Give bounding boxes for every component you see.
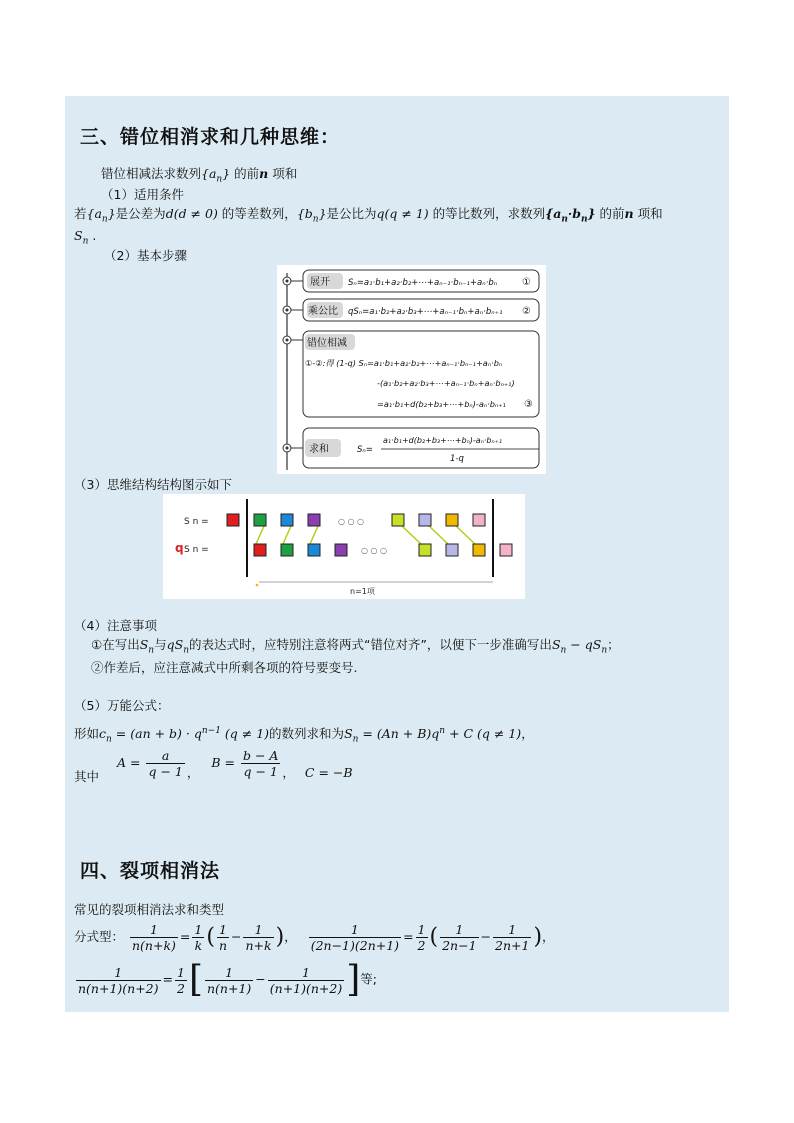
step1-number: ①	[522, 277, 531, 288]
formula-heading: （5）万能公式：	[74, 698, 170, 713]
step1-formula: Sₙ=a₁·b₁+a₂·b₂+⋯+aₙ₋₁·bₙ₋₁+aₙ·bₙ	[348, 278, 498, 288]
section-4-intro: 常见的裂项相消法求和类型	[74, 902, 225, 917]
condition-line: 若$\{a_n\}$是公差为d(d ≠ 0) 的等差数列，$\{b_n\}$是公比为q(q ≠ 1) 的等比数列，求数列$\{a_n\cdot b_n\}$ 的前n 项和	[74, 206, 663, 225]
term-square-row2	[254, 544, 266, 556]
term-square-row1	[281, 514, 293, 526]
bottom-label: n=1项	[350, 587, 375, 596]
term-square-row1	[308, 514, 320, 526]
step3-line1: ①-②:得 (1-q) Sₙ=a₁·b₁+a₂·b₂+⋯+aₙ₋₁·bₙ₋₁+aₙ·bₙ	[305, 358, 503, 368]
note-2: ②作差后，应注意减式中所剩各项的符号要变号.	[91, 660, 358, 675]
step4-numerator: a₁·b₁+d(b₂+b₃+⋯+bₙ)-aₙ·bₙ₊₁	[383, 436, 503, 445]
row2-label: S n =	[184, 545, 209, 555]
row1-label: S n =	[184, 517, 209, 527]
row2-ellipsis: ○ ○ ○	[361, 546, 388, 555]
note-heading: （4）注意事项	[74, 618, 157, 633]
formula-line: 形如$c_n = (an + b) \cdot q^{n-1}$ (q ≠ 1)的数列求和为$S_n = (An + B)q^n + C$ (q ≠ 1)，	[74, 726, 534, 745]
term-square-row1	[392, 514, 404, 526]
step3-number: ③	[524, 399, 533, 410]
term-square-row1	[254, 514, 266, 526]
term-square-row2	[419, 544, 431, 556]
step4-label: 求和	[309, 444, 329, 455]
term-square-row2	[335, 544, 347, 556]
row1-ellipsis: ○ ○ ○	[338, 517, 365, 526]
step2-number: ②	[522, 306, 531, 317]
row2-q: q	[175, 541, 184, 555]
section-4-title: 四、裂项相消法	[80, 860, 221, 882]
note-1: ①在写出$S_n$与$qS_n$的表达式时，应特别注意将两式“错位对齐”，以便下一步准确写出$S_n - qS_n$；	[91, 637, 620, 656]
term-square-row2	[308, 544, 320, 556]
section-3-title: 三、错位相消求和几种思维：	[80, 126, 341, 148]
step2-label: 乘公比	[308, 306, 338, 317]
intro-line: 错位相减法求数列$\{a_n\}$ 的前n 项和	[101, 166, 298, 185]
mind-heading: （3）思维结构结构图示如下	[74, 477, 232, 492]
step4-lhs: Sₙ=	[357, 445, 373, 455]
step3-line3: =a₁·b₁+d(b₂+b₃+⋯+bₙ)-aₙ·bₙ₊₁	[377, 399, 506, 409]
term-square-row2	[500, 544, 512, 556]
condition-heading: （1）适用条件	[101, 187, 184, 202]
term-square-row1	[419, 514, 431, 526]
offset-structure-diagram	[163, 494, 525, 599]
steps-heading: （2）基本步骤	[104, 248, 187, 263]
step3-line2: -(a₁·b₂+a₂·b₃+⋯+aₙ₋₁·bₙ+aₙ·bₙ₊₁)	[377, 378, 515, 388]
step2-formula: qSₙ=a₁·b₂+a₂·b₃+⋯+aₙ₋₁·bₙ+aₙ·bₙ₊₁	[348, 307, 503, 317]
term-square-row2	[446, 544, 458, 556]
fraction-line-2: $\frac{1}{n(n+1)(n+2)}$ = $\frac{1}{2}$ [ $\frac{1}{n(n+1)}$ − $\frac{1}{(n+1)(n+2)}$ ]等;	[78, 959, 377, 1000]
step1-label: 展开	[310, 277, 330, 288]
term-square-row1	[227, 514, 239, 526]
where-line: 其中 A = $\frac{a}{q - 1}$ ， B = $\frac{b - A}{q - 1}$ ， C = −B	[74, 748, 353, 784]
steps-diagram	[277, 265, 546, 474]
step4-denominator: 1-q	[450, 454, 464, 464]
term-square-row1	[473, 514, 485, 526]
term-square-row2	[473, 544, 485, 556]
step3-label: 错位相减	[307, 338, 347, 349]
term-square-row1	[446, 514, 458, 526]
fraction-line-1: 分式型： $\frac{1}{n(n+k)}$ = $\frac{1}{k}$ ( $\frac{1}{n}$ − $\frac{1}{n+k}$ )， $\frac{1}{(2n-1)(2n+1)}$ = $\frac{1}{2}$ ( $\frac{1}{2n-1}$ − $\frac{1}{2n+1}$ )，	[74, 922, 555, 953]
condition-tail: $S_n$ .	[74, 228, 97, 247]
term-square-row2	[281, 544, 293, 556]
